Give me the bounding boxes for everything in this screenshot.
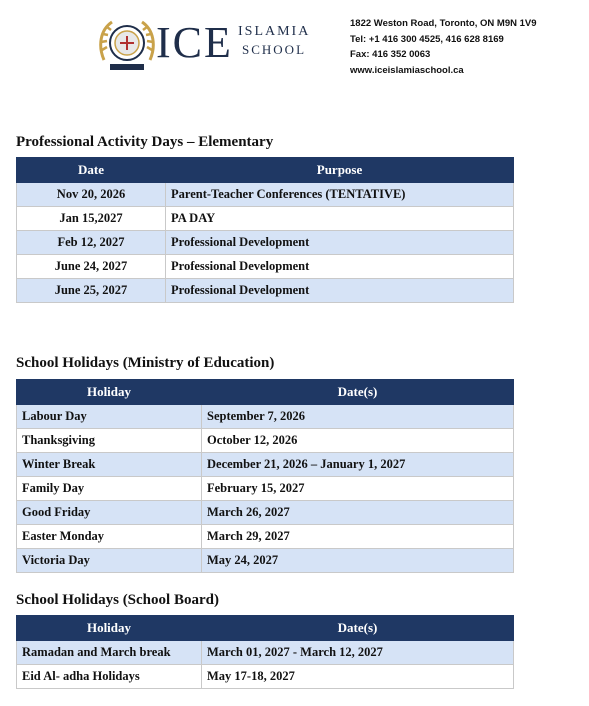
purpose-cell: Parent-Teacher Conferences (TENTATIVE) [166,183,514,207]
table-row [17,549,514,573]
dates-cell: October 12, 2026 [202,429,514,453]
pa-days-table [16,157,514,303]
letterhead [0,0,589,80]
pa-days-title: Professional Activity Days – Elementary [16,134,274,150]
board-holidays-title: School Holidays (School Board) [16,592,219,608]
purpose-cell: Professional Development [166,279,514,303]
fax-text: Fax: 416 352 0063 [350,49,431,60]
board-holidays-table [16,615,514,689]
website-link[interactable]: www.iceislamiaschool.ca [350,64,464,76]
table-row [17,405,514,429]
address-text: 1822 Weston Road, Toronto, ON M9N 1V9 [350,18,537,29]
dates-cell: March 29, 2027 [202,525,514,549]
column-header: Date(s) [202,616,514,641]
holiday-cell: Ramadan and March break [17,641,202,665]
dates-cell: December 21, 2026 – January 1, 2027 [202,453,514,477]
holiday-cell: Labour Day [17,405,202,429]
date-cell: Jan 15,2027 [17,207,166,231]
ministry-holidays-title: School Holidays (Ministry of Education) [16,355,275,371]
table-row [17,501,514,525]
table-row [17,477,514,501]
date-cell: June 25, 2027 [17,279,166,303]
date-cell: June 24, 2027 [17,255,166,279]
ministry-holidays-table [16,379,514,573]
purpose-cell: Professional Development [166,255,514,279]
dates-cell: September 7, 2026 [202,405,514,429]
holiday-cell: Victoria Day [17,549,202,573]
holiday-cell: Family Day [17,477,202,501]
table-header-row [17,616,514,641]
table-row [17,207,514,231]
date-cell: Nov 20, 2026 [17,183,166,207]
table-row [17,525,514,549]
school-logo [98,14,314,74]
holiday-cell: Easter Monday [17,525,202,549]
date-cell: Feb 12, 2027 [17,231,166,255]
dates-cell: May 17-18, 2027 [202,665,514,689]
table-row [17,231,514,255]
table-row [17,665,514,689]
column-header: Date [17,158,166,183]
column-header: Holiday [17,380,202,405]
holiday-cell: Thanksgiving [17,429,202,453]
holiday-cell: Eid Al- adha Holidays [17,665,202,689]
school-seal-icon [98,16,156,72]
logo-wordmark: ICE [156,18,233,67]
table-row [17,429,514,453]
table-header-row [17,380,514,405]
table-header-row [17,158,514,183]
table-row [17,183,514,207]
phone-text: Tel: +1 416 300 4525, 416 628 8169 [350,33,504,45]
dates-cell: March 01, 2027 - March 12, 2027 [202,641,514,665]
contact-block [350,16,537,78]
logo-islamia: ISLAMIA [238,24,311,39]
column-header: Holiday [17,616,202,641]
holiday-cell: Winter Break [17,453,202,477]
dates-cell: February 15, 2027 [202,477,514,501]
table-row [17,453,514,477]
dates-cell: March 26, 2027 [202,501,514,525]
purpose-cell: PA DAY [166,207,514,231]
dates-cell: May 24, 2027 [202,549,514,573]
column-header: Purpose [166,158,514,183]
purpose-cell: Professional Development [166,231,514,255]
table-row [17,255,514,279]
logo-school: SCHOOL [242,42,307,57]
column-header: Date(s) [202,380,514,405]
table-row [17,279,514,303]
table-row [17,641,514,665]
holiday-cell: Good Friday [17,501,202,525]
